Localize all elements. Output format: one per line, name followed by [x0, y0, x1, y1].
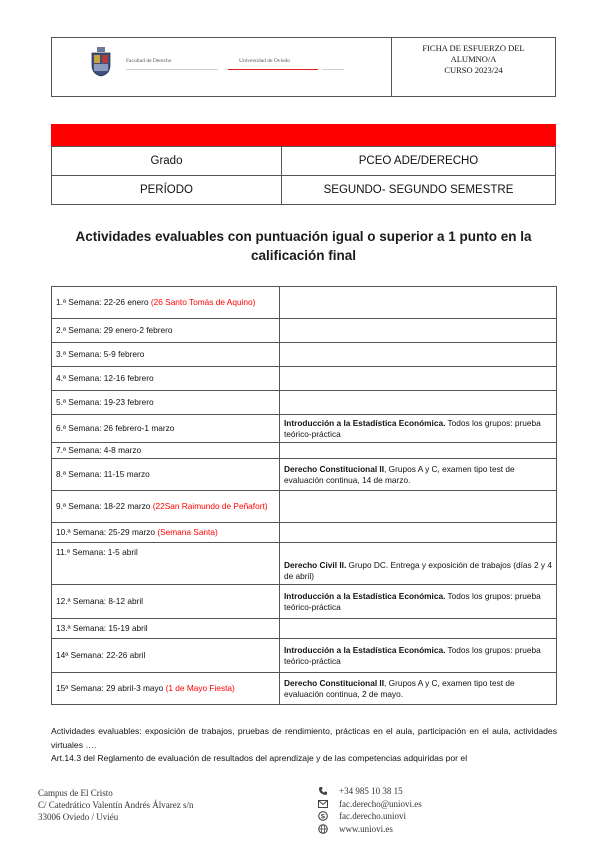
skype-row [318, 810, 422, 823]
address-line-1: Campus de El Cristo [38, 788, 113, 798]
activity-cell [280, 491, 557, 523]
grado-value: PCEO ADE/DERECHO [282, 147, 556, 176]
table-row [52, 543, 557, 585]
form-title [392, 38, 555, 96]
logo-divider-right [322, 69, 344, 70]
logo-divider-left [126, 69, 218, 70]
activity-cell: Derecho Constitucional II, Grupos A y C, examen tipo test de evaluación continua, 14 de marzo. [280, 459, 557, 491]
week-holiday-note: (26 Santo Tomás de Aquino) [150, 297, 256, 307]
phone-number: +34 985 10 38 15 [339, 786, 403, 797]
address-line-2: C/ Catedrático Valentín Andrés Álvarez s/n [38, 800, 194, 810]
activity-cell [280, 319, 557, 343]
week-cell: 9.ª Semana: 18-22 marzo (22San Raimundo de Peñafort) [52, 491, 280, 523]
week-cell: 14ª Semana: 22-26 abril [52, 639, 280, 673]
periodo-row [52, 176, 556, 205]
skype-icon [318, 811, 332, 821]
evaluable-activities-note: Actividades evaluables: exposición de trabajos, pruebas de rendimiento, prácticas en el aula, participación en el aula, actividades virtuales …. [51, 726, 557, 750]
week-cell: 8.ª Semana: 11-15 marzo [52, 459, 280, 491]
email-address[interactable]: fac.derecho@uniovi.es [339, 798, 422, 809]
week-cell: 3.ª Semana: 5-9 febrero [52, 343, 280, 367]
footer-contact [318, 785, 422, 835]
program-info-table [51, 146, 556, 205]
table-row [52, 415, 557, 443]
week-cell: 5.ª Semana: 19-23 febrero [52, 391, 280, 415]
address-line-3: 33006 Oviedo / Uviéu [38, 812, 119, 822]
activity-cell [280, 367, 557, 391]
week-cell: 4.ª Semana: 12-16 febrero [52, 367, 280, 391]
activity-cell: Derecho Constitucional II, Grupos A y C, examen tipo test de evaluación continua, 2 de mayo. [280, 673, 557, 705]
week-cell: 1.ª Semana: 22-26 enero (26 Santo Tomás de Aquino) [52, 287, 280, 319]
activity-cell [280, 619, 557, 639]
activity-cell [280, 343, 557, 367]
phone-row [318, 785, 422, 798]
logo-divider-red [228, 69, 318, 70]
table-row [52, 459, 557, 491]
section-title [51, 227, 556, 265]
activity-cell: Introducción a la Estadística Económica. Todos los grupos: prueba teórico-práctica [280, 415, 557, 443]
table-row [52, 287, 557, 319]
table-row [52, 319, 557, 343]
week-cell: 15ª Semana: 29 abril-3 mayo (1 de Mayo Fiesta) [52, 673, 280, 705]
form-title-line-1: FICHA DE ESFUERZO DEL [422, 43, 525, 53]
red-accent-bar [51, 124, 556, 146]
activity-cell: Introducción a la Estadística Económica. Todos los grupos: prueba teórico-práctica [280, 639, 557, 673]
header-logo-area [52, 38, 392, 96]
section-title-line-2: calificación final [250, 248, 357, 263]
form-title-line-3: CURSO 2023/24 [444, 65, 503, 75]
periodo-label: PERÍODO [52, 176, 282, 205]
svg-text:S: S [320, 812, 326, 821]
website-link[interactable]: www.uniovi.es [339, 824, 393, 835]
table-row [52, 391, 557, 415]
university-crest-icon [90, 47, 112, 77]
activity-cell [280, 391, 557, 415]
weekly-activities-table [51, 286, 557, 705]
week-cell: 13.ª Semana: 15-19 abril [52, 619, 280, 639]
table-row [52, 585, 557, 619]
table-row [52, 523, 557, 543]
table-row [52, 673, 557, 705]
activity-cell: Derecho Civil II. Grupo DC. Entrega y exposición de trabajos (días 2 y 4 de abril) [280, 543, 557, 585]
table-row [52, 343, 557, 367]
week-cell: 6.ª Semana: 26 febrero-1 marzo [52, 415, 280, 443]
globe-icon [318, 824, 332, 834]
activity-cell: Introducción a la Estadística Económica. Todos los grupos: prueba teórico-práctica [280, 585, 557, 619]
phone-icon [318, 786, 332, 796]
footer-address [38, 787, 194, 823]
week-cell: 10.ª Semana: 25-29 marzo (Semana Santa) [52, 523, 280, 543]
faculty-logo-text: Facultad de Derecho [126, 58, 172, 64]
grado-row [52, 147, 556, 176]
week-cell: 7.ª Semana: 4-8 marzo [52, 443, 280, 459]
document-header [51, 37, 556, 97]
section-title-line-1: Actividades evaluables con puntuación igual o superior a 1 punto en la [75, 229, 532, 244]
table-row [52, 491, 557, 523]
week-cell: 2.ª Semana: 29 enero-2 febrero [52, 319, 280, 343]
regulation-note: Art.14.3 del Reglamento de evaluación de resultados del aprendizaje y de las competencias adquiridas por el [51, 753, 468, 763]
table-row [52, 639, 557, 673]
activity-cell [280, 287, 557, 319]
grado-label: Grado [52, 147, 282, 176]
activity-cell [280, 523, 557, 543]
activity-cell [280, 443, 557, 459]
table-row [52, 443, 557, 459]
periodo-value: SEGUNDO- SEGUNDO SEMESTRE [282, 176, 556, 205]
table-row [52, 619, 557, 639]
form-title-line-2: ALUMNO/A [450, 54, 497, 64]
email-row [318, 798, 422, 811]
week-cell: 12.ª Semana: 8-12 abril [52, 585, 280, 619]
web-row [318, 823, 422, 836]
university-logo-text: Universidad de Oviedo [239, 58, 291, 64]
skype-handle[interactable]: fac.derecho.uniovi [339, 811, 406, 822]
table-row [52, 367, 557, 391]
envelope-icon [318, 799, 332, 809]
week-cell: 11.ª Semana: 1-5 abril [52, 543, 280, 585]
